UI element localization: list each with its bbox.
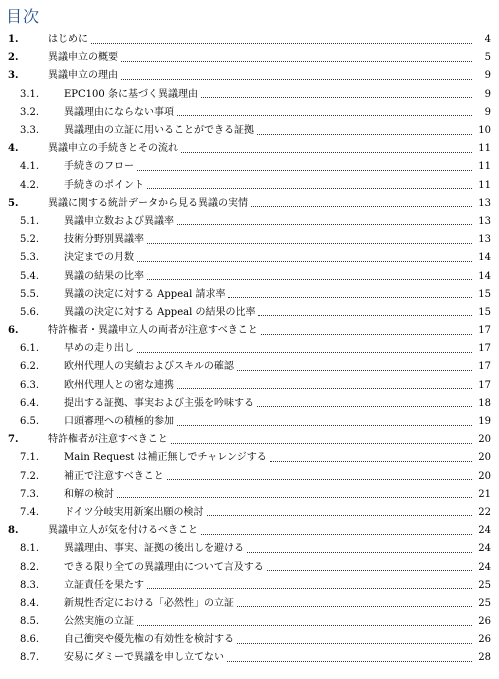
toc-entry-page-number: 5 [484,52,491,64]
dot-leader [177,388,472,389]
toc-entry-number: 6.2. [20,361,40,373]
dot-leader [237,370,472,371]
toc-entry-title: 特許権者が注意すべきこと [48,434,168,446]
toc-entry-number: 6.4. [20,397,40,409]
dot-leader [137,170,472,171]
toc-entry-page-number: 22 [478,506,491,518]
toc-entry-number: 8.2. [20,561,40,573]
toc-entry-page-number: 28 [478,652,491,664]
toc-entry[interactable] [0,595,499,613]
toc-entry-number: 4.2. [20,179,40,191]
dot-leader [177,425,472,426]
toc-entry-title: 公然実施の立証 [64,616,134,628]
toc-entry-title: 異議の決定に対する Appeal 請求率 [64,288,226,300]
toc-entry-page-number: 11 [478,143,491,155]
toc-entry-title: 立証責任を果たす [64,579,144,591]
toc-entry-number: 8. [8,525,19,537]
toc-entry-title: 特許権者・異議申立人の両者が注意すべきこと [48,325,258,337]
toc-entry[interactable] [0,177,499,195]
toc-entry-page-number: 25 [478,579,491,591]
toc-entry-number: 5.6. [20,306,40,318]
dot-leader [257,406,472,407]
toc-entry[interactable] [0,31,499,49]
toc-entry-page-number: 17 [478,379,491,391]
dot-leader [227,661,472,662]
toc-entry[interactable] [0,49,499,67]
toc-entry-title: 異議理由にならない事項 [64,106,174,118]
toc-entry-page-number: 15 [478,288,491,300]
toc-entry[interactable] [0,286,499,304]
dot-leader [201,97,472,98]
dot-leader [201,534,472,535]
toc-entry-number: 8.4. [20,597,40,609]
toc-entry-page-number: 11 [478,161,491,173]
toc-entry-number: 8.3. [20,579,40,591]
toc-entry-number: 7.1. [20,452,40,464]
toc-entry-number: 7.2. [20,470,40,482]
dot-leader [237,643,472,644]
toc-entry[interactable] [0,67,499,85]
toc-entry-page-number: 9 [484,106,491,118]
dot-leader [267,570,472,571]
toc-entry-number: 6.5. [20,416,40,428]
toc-entry-page-number: 20 [478,470,491,482]
dot-leader [261,334,472,335]
toc-entry-number: 4. [8,143,19,155]
toc-entry-page-number: 24 [478,561,491,573]
toc-entry-page-number: 15 [478,306,491,318]
toc-entry-title: 新規性否定における「必然性」の立証 [64,597,234,609]
toc-entry-number: 8.6. [20,634,40,646]
toc-entry[interactable] [0,540,499,558]
toc-entry[interactable] [0,613,499,631]
toc-entry[interactable] [0,231,499,249]
toc-entry[interactable] [0,122,499,140]
dot-leader [137,352,472,353]
toc-entry[interactable] [0,577,499,595]
toc-entry[interactable] [0,631,499,649]
toc-entry-number: 1. [8,34,19,46]
toc-entry[interactable] [0,649,499,667]
dot-leader [228,297,472,298]
toc-entry-number: 3.3. [20,125,40,137]
dot-leader [137,261,472,262]
toc-entry-page-number: 24 [478,543,491,555]
toc-entry-page-number: 9 [484,70,491,82]
toc-entry-title: 異議申立数および異議率 [64,215,174,227]
toc-entry-number: 3.2. [20,106,40,118]
dot-leader [147,243,472,244]
toc-entry-page-number: 25 [478,597,491,609]
dot-leader [121,79,472,80]
toc-entry[interactable] [0,358,499,376]
toc-entry-number: 3. [8,70,19,82]
dot-leader [167,479,472,480]
dot-leader [117,497,472,498]
toc-entry-title: 和解の検討 [64,488,114,500]
toc-entry-title: はじめに [48,34,88,46]
toc-entry[interactable] [0,504,499,522]
toc-entry-number: 8.7. [20,652,40,664]
dot-leader [147,588,472,589]
toc-entry-title: 異議の結果の比率 [64,270,144,282]
toc-entry-title: 安易にダミーで異議を申し立てない [64,652,224,664]
toc-entry-number: 6. [8,325,19,337]
toc-entry-number: 7.3. [20,488,40,500]
toc-entry[interactable] [0,486,499,504]
dot-leader [137,625,472,626]
toc-entry-number: 8.5. [20,616,40,628]
dot-leader [237,606,472,607]
toc-entry[interactable] [0,395,499,413]
toc-entry[interactable] [0,468,499,486]
toc-entry[interactable] [0,558,499,576]
toc-entry-number: 5.2. [20,234,40,246]
toc-entry-page-number: 13 [478,197,491,209]
toc-entry-title: 手続きのフロー [64,161,134,173]
toc-entry-page-number: 14 [478,252,491,264]
toc-entry-page-number: 13 [478,234,491,246]
toc-entry-title: 自己衝突や優先権の有効性を検討する [64,634,234,646]
toc-entry-page-number: 18 [478,397,491,409]
toc-entry-title: 技術分野別異議率 [64,234,144,246]
toc-entry-page-number: 21 [478,488,491,500]
toc-entry-title: 異議申立の手続きとその流れ [48,143,178,155]
toc-entry-title: 異議理由、事実、証拠の後出しを避ける [64,543,244,555]
toc-entry-number: 4.1. [20,161,40,173]
toc-entry-title: 欧州代理人との密な連携 [64,379,174,391]
toc-entry[interactable] [0,431,499,449]
toc-entry[interactable] [0,449,499,467]
toc-entry-title: 異議に関する統計データから見る異議の実情 [48,197,248,209]
toc-entry-title: 手続きのポイント [64,179,144,191]
toc-entry-number: 5.3. [20,252,40,264]
toc-entry-page-number: 17 [478,343,491,355]
toc-list [0,31,499,668]
toc-entry[interactable] [0,104,499,122]
toc-entry-number: 5. [8,197,19,209]
toc-entry-page-number: 13 [478,215,491,227]
toc-entry[interactable] [0,158,499,176]
toc-entry-number: 8.1. [20,543,40,555]
toc-entry-page-number: 17 [478,361,491,373]
toc-entry-page-number: 19 [478,416,491,428]
toc-entry[interactable] [0,86,499,104]
dot-leader [147,279,472,280]
dot-leader [181,152,472,153]
toc-entry[interactable] [0,377,499,395]
toc-entry-page-number: 26 [478,616,491,628]
toc-entry-title: EPC100 条に基づく異議理由 [64,88,198,100]
toc-entry-page-number: 17 [478,325,491,337]
toc-entry[interactable] [0,195,499,213]
toc-entry-number: 7. [8,434,19,446]
toc-entry-page-number: 9 [484,88,491,100]
toc-entry[interactable] [0,322,499,340]
dot-leader [247,552,472,553]
toc-entry-title: 決定までの月数 [64,252,134,264]
toc-entry-title: 異議の決定に対する Appeal の結果の比率 [64,306,256,318]
dot-leader [91,43,472,44]
toc-entry-number: 2. [8,52,19,64]
toc-entry[interactable] [0,140,499,158]
toc-entry[interactable] [0,304,499,322]
dot-leader [270,461,472,462]
dot-leader [177,115,472,116]
toc-entry-page-number: 20 [478,434,491,446]
toc-entry-number: 5.1. [20,215,40,227]
toc-entry-number: 6.1. [20,343,40,355]
toc-entry-number: 5.4. [20,270,40,282]
toc-entry-number: 6.3. [20,379,40,391]
toc-entry-page-number: 20 [478,452,491,464]
dot-leader [258,315,472,316]
toc-entry-title: できる限り全ての異議理由について言及する [64,561,264,573]
toc-entry-title: ドイツ分岐実用新案出願の検討 [64,506,204,518]
dot-leader [177,224,472,225]
dot-leader [207,515,473,516]
toc-entry-title: 口頭審理への積極的参加 [64,416,174,428]
toc-entry-title: Main Request は補正無しでチャレンジする [64,452,267,464]
dot-leader [147,188,472,189]
toc-entry-page-number: 10 [478,125,491,137]
toc-entry-title: 異議申立人が気を付けるべきこと [48,525,198,537]
toc-entry[interactable] [0,213,499,231]
toc-entry-page-number: 24 [478,525,491,537]
toc-entry-number: 7.4. [20,506,40,518]
toc-entry-title: 異議申立の理由 [48,70,118,82]
toc-entry-number: 5.5. [20,288,40,300]
toc-entry-page-number: 26 [478,634,491,646]
dot-leader [251,206,472,207]
toc-entry[interactable] [0,340,499,358]
dot-leader [171,443,472,444]
toc-entry[interactable] [0,267,499,285]
toc-entry-title: 早めの走り出し [64,343,134,355]
toc-entry-title: 補正で注意すべきこと [64,470,164,482]
toc-entry[interactable] [0,249,499,267]
toc-entry-title: 異議申立の概要 [48,52,118,64]
toc-entry-number: 3.1. [20,88,40,100]
dot-leader [257,134,472,135]
toc-entry-page-number: 14 [478,270,491,282]
toc-entry[interactable] [0,522,499,540]
toc-entry-page-number: 11 [478,179,491,191]
toc-entry-page-number: 4 [484,34,491,46]
toc-heading: 目次 [6,7,41,26]
dot-leader [121,61,472,62]
toc-entry-title: 欧州代理人の実績およびスキルの確認 [64,361,234,373]
toc-entry[interactable] [0,413,499,431]
toc-entry-title: 提出する証拠、事実および主張を吟味する [64,397,254,409]
toc-entry-title: 異議理由の立証に用いることができる証拠 [64,125,254,137]
